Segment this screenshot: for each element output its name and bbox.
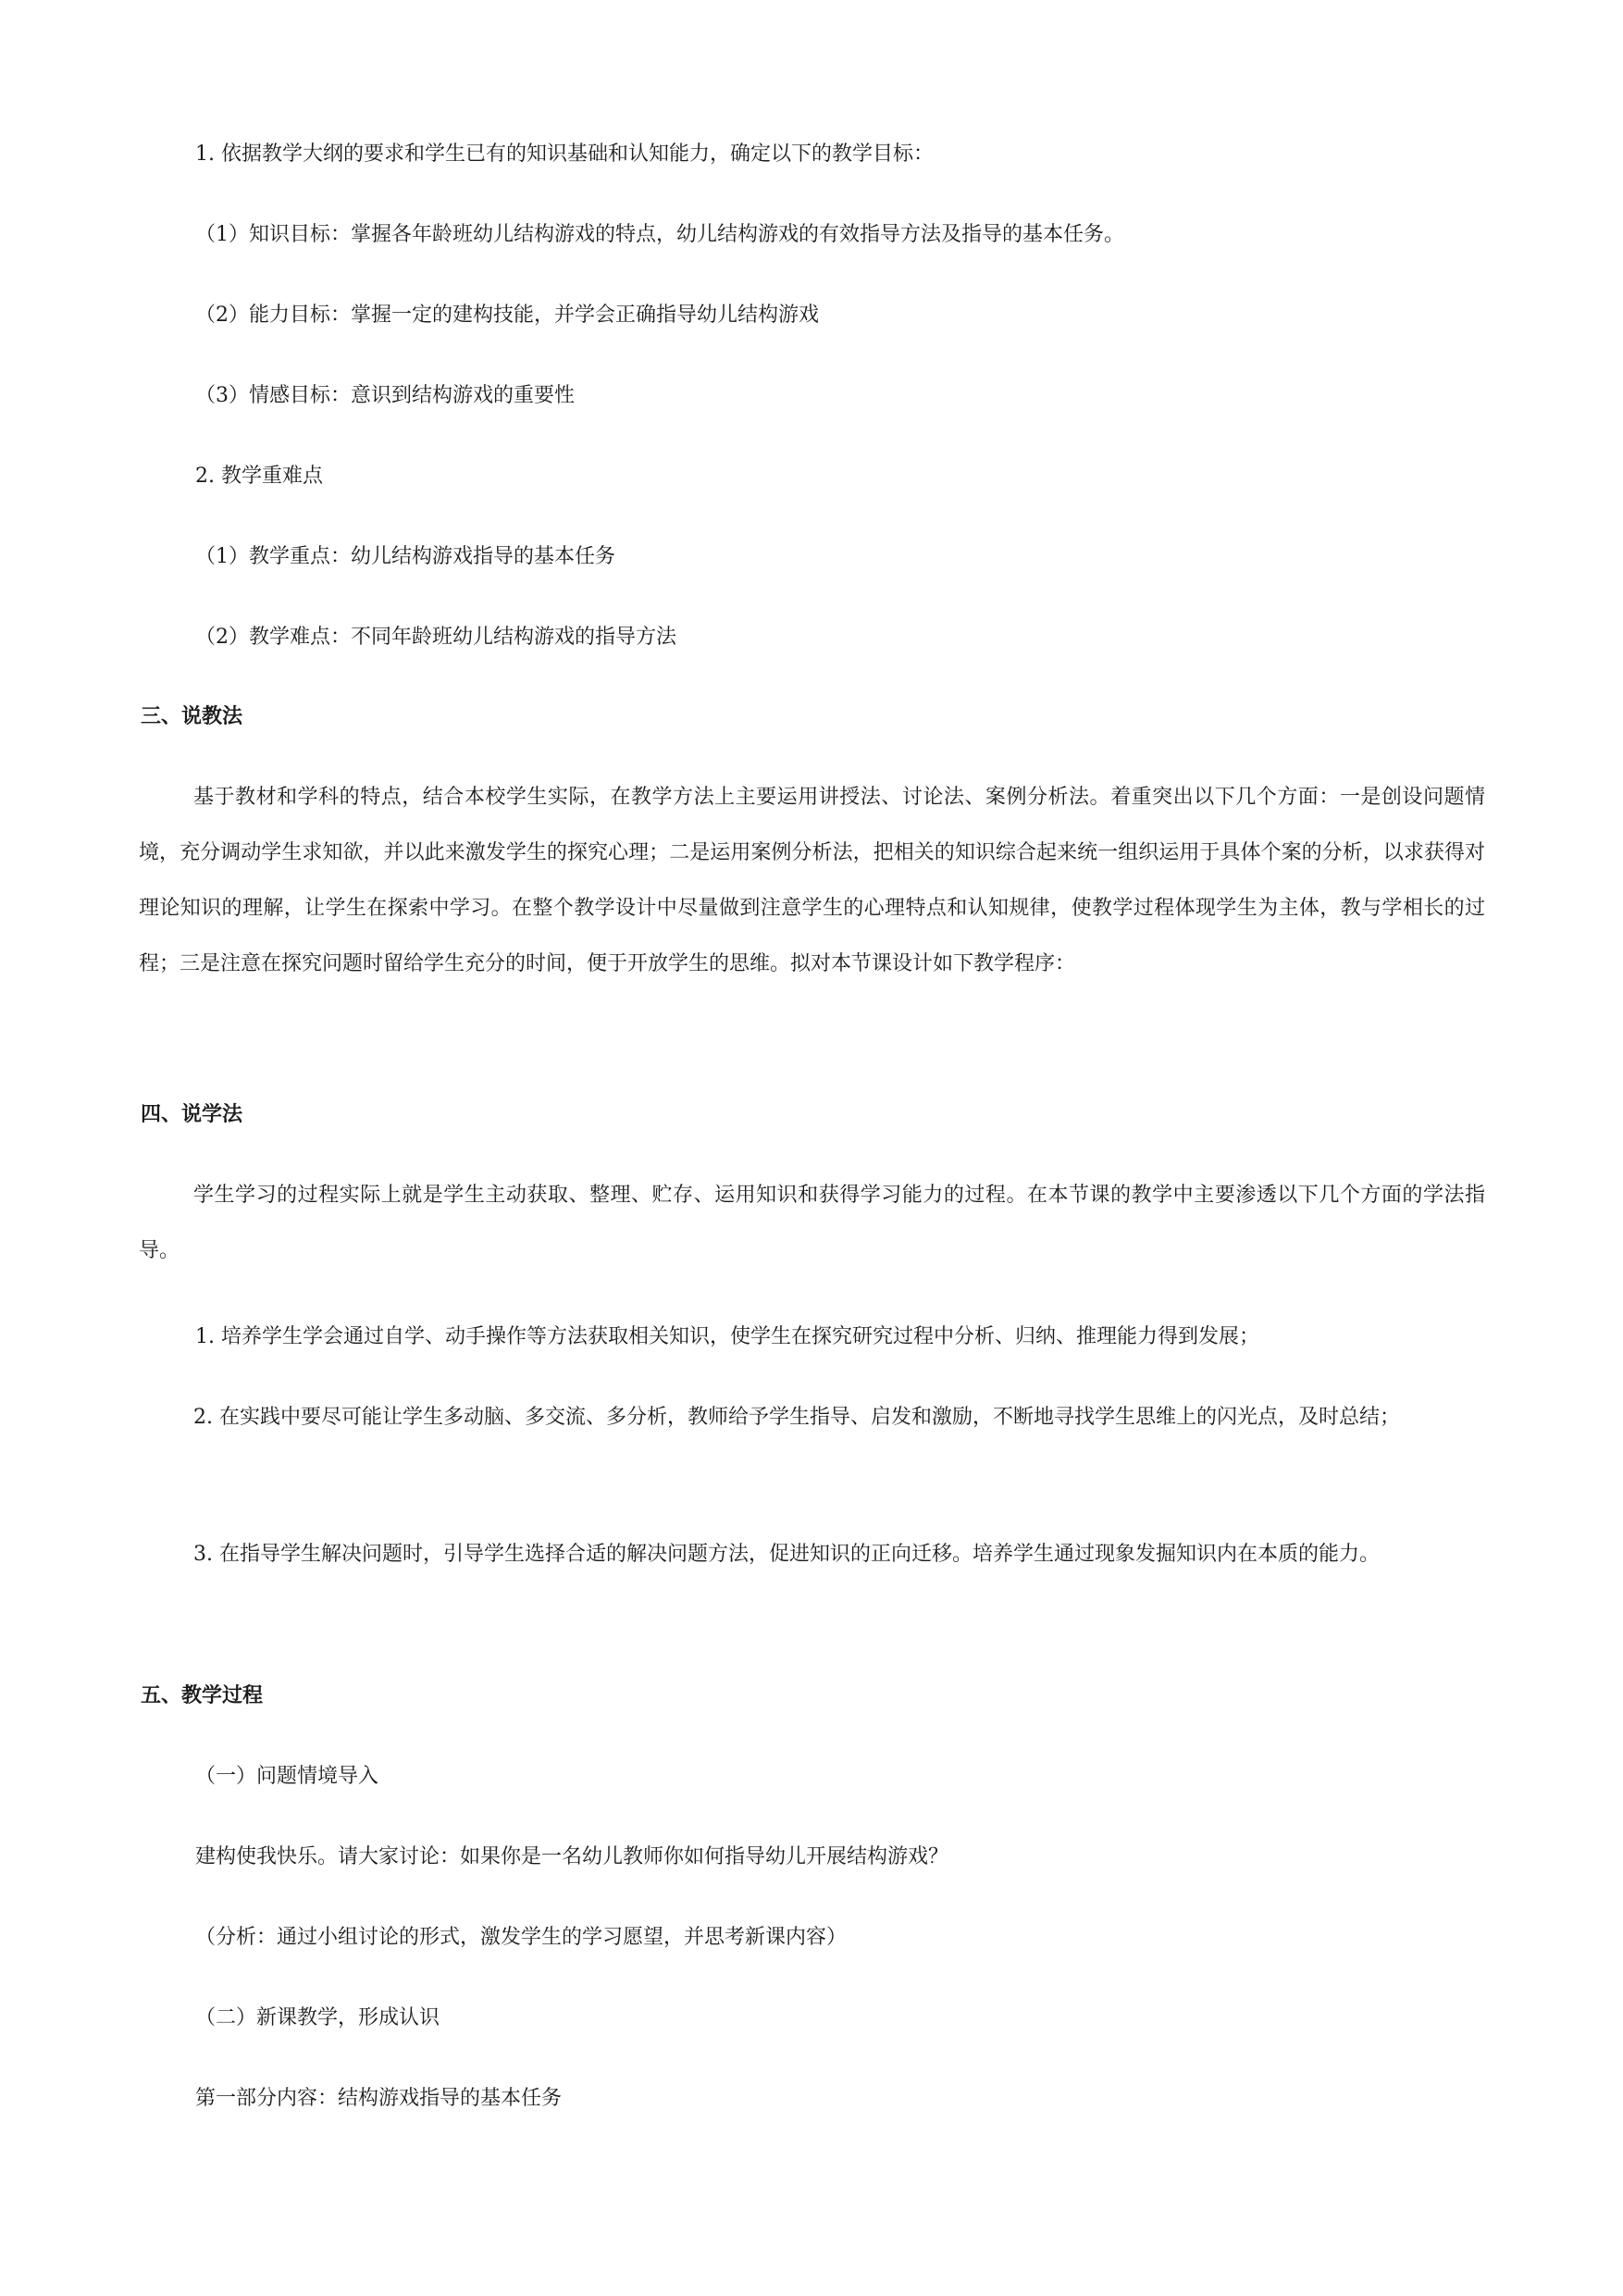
keypoint-key: （1）教学重点：幼儿结构游戏指导的基本任务 — [195, 545, 615, 568]
section5-heading: 五、教学过程 — [141, 1684, 264, 1707]
section4-paragraph: 学生学习的过程实际上就是学生主动获取、整理、贮存、运用知识和获得学习能力的过程。在本节课的教学中主要渗透以下几个方面的学法指导。 — [139, 1184, 1485, 1262]
section4-item-1: 1. 培养学生学会通过自学、动手操作等方法获取相关知识，使学生在探究研究过程中分析、归纳、推理能力得到发展； — [195, 1325, 1259, 1348]
section5-part1: 第一部分内容：结构游戏指导的基本任务 — [195, 2087, 563, 2110]
keypoints-title: 2. 教学重难点 — [195, 465, 323, 488]
section4-heading: 四、说学法 — [141, 1103, 243, 1126]
section5-sub2: （二）新课教学，形成认识 — [195, 2006, 440, 2029]
objective-ability: （2）能力目标：掌握一定的建构技能，并学会正确指导幼儿结构游戏 — [195, 304, 819, 327]
objective-emotion: （3）情感目标：意识到结构游戏的重要性 — [195, 384, 575, 407]
section4-item-3: 3. 在指导学生解决问题时，引导学生选择合适的解决问题方法，促进知识的正向迁移。培养学生通过现象发掘知识内在本质的能力。 — [193, 1543, 1380, 1566]
section5-sub1-analysis: （分析：通过小组讨论的形式，激发学生的学习愿望，并思考新课内容） — [195, 1926, 848, 1949]
section3-heading: 三、说教法 — [141, 705, 243, 728]
objective-knowledge: （1）知识目标：掌握各年龄班幼儿结构游戏的特点，幼儿结构游戏的有效指导方法及指导的基本任务。 — [195, 223, 1125, 246]
section4-item-2: 2. 在实践中要尽可能让学生多动脑、多交流、多分析，教师给予学生指导、启发和激励，不断地寻找学生思维上的闪光点，及时总结； — [193, 1406, 1400, 1429]
section3-paragraph: 基于教材和学科的特点，结合本校学生实际，在教学方法上主要运用讲授法、讨论法、案例分析法。着重突出以下几个方面：一是创设问题情境，充分调动学生求知欲，并以此来激发学生的探究心理；二是运用案例分析法，把相关的知识综合起来统一组织运用于具体个案的分析，以求获得对理论知识的理解，让学生在探索中学习。在整个教学设计中尽量做到注意学生的心理特点和认知规律，使教学过程体现学生为主体，教与学相长的过程；三是注意在探究问题时留给学生充分的时间，便于开放学生的思维。拟对本节课设计如下教学程序： — [139, 786, 1485, 975]
section5-sub1: （一）问题情境导入 — [195, 1765, 379, 1788]
keypoint-difficulty: （2）教学难点：不同年龄班幼儿结构游戏的指导方法 — [195, 626, 676, 649]
objectives-intro: 1. 依据教学大纲的要求和学生已有的知识基础和认知能力，确定以下的教学目标： — [195, 143, 934, 166]
section5-sub1-text: 建构使我快乐。请大家讨论：如果你是一名幼儿教师你如何指导幼儿开展结构游戏？ — [195, 1845, 949, 1868]
